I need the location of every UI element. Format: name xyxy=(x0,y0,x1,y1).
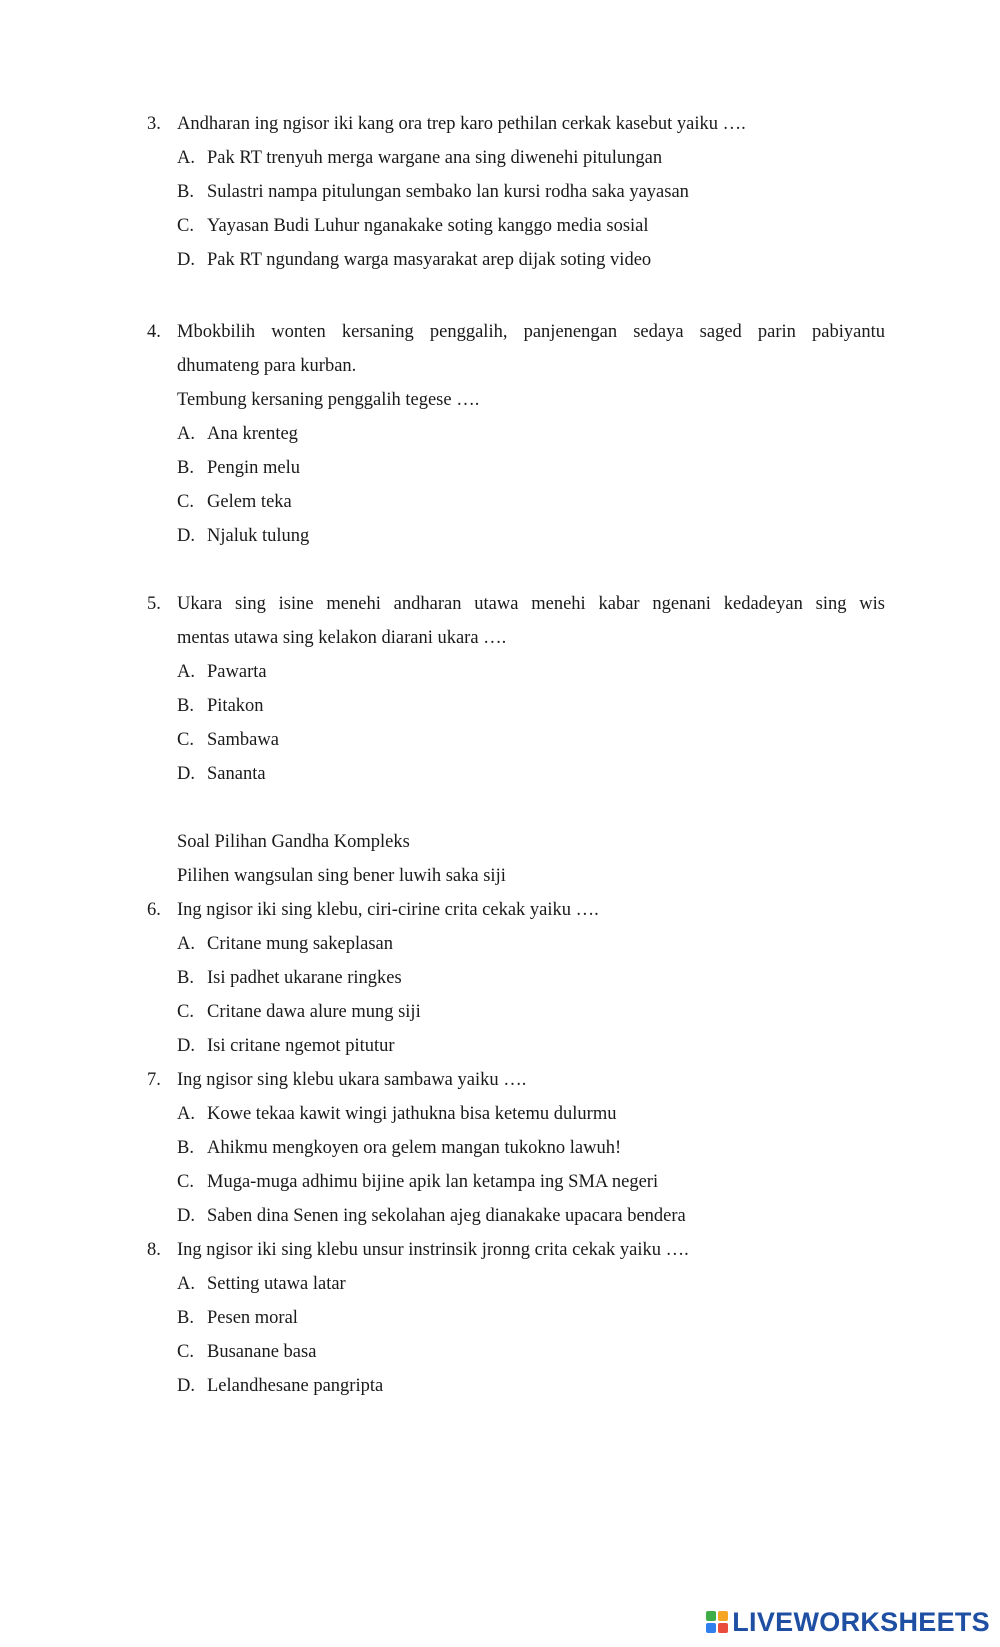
option-text: Saben dina Senen ing sekolahan ajeg dianakake upacara bendera xyxy=(207,1206,686,1226)
question-text: Ukara sing isine menehi andharan utawa menehi kabar ngenani kedadeyan sing wis xyxy=(177,594,885,614)
option-a[interactable] xyxy=(147,1097,885,1131)
option-letter: A. xyxy=(177,662,195,682)
option-letter: A. xyxy=(177,1274,195,1294)
option-text: Pawarta xyxy=(207,662,267,682)
option-a[interactable] xyxy=(147,417,885,451)
option-text: Gelem teka xyxy=(207,492,292,512)
question-text: Ing ngisor sing klebu ukara sambawa yaiku …. xyxy=(177,1070,527,1090)
option-text: Critane mung sakeplasan xyxy=(207,934,393,954)
option-d[interactable] xyxy=(147,1199,885,1233)
option-text: Kowe tekaa kawit wingi jathukna bisa ketemu dulurmu xyxy=(207,1104,617,1124)
option-text: Pak RT ngundang warga masyarakat arep dijak soting video xyxy=(207,250,652,270)
question-7 xyxy=(147,1063,885,1233)
option-a[interactable] xyxy=(147,655,885,689)
question-text: Mbokbilih wonten kersaning penggalih, panjenengan sedaya saged parin pabiyantu xyxy=(177,322,885,342)
question-prompt: Tembung kersaning penggalih tegese …. xyxy=(177,390,480,410)
question-number: 4. xyxy=(147,322,161,342)
option-text: Njaluk tulung xyxy=(207,526,310,546)
option-letter: A. xyxy=(177,1104,195,1124)
option-text: Isi critane ngemot pitutur xyxy=(207,1036,395,1056)
question-stem xyxy=(147,587,885,621)
option-c[interactable] xyxy=(147,209,885,243)
option-text: Sambawa xyxy=(207,730,279,750)
question-8 xyxy=(147,1233,885,1403)
option-letter: D. xyxy=(177,250,195,270)
option-text: Lelandhesane pangripta xyxy=(207,1376,384,1396)
option-b[interactable] xyxy=(147,1301,885,1335)
question-6 xyxy=(147,893,885,1063)
section-header xyxy=(177,825,506,893)
question-text: Andharan ing ngisor iki kang ora trep karo pethilan cerkak kasebut yaiku …. xyxy=(177,114,746,134)
option-text: Isi padhet ukarane ringkes xyxy=(207,968,402,988)
option-c[interactable] xyxy=(147,1335,885,1369)
option-letter: A. xyxy=(177,148,195,168)
logo-text: LIVEWORKSHEETS xyxy=(732,1606,990,1637)
option-letter: C. xyxy=(177,1172,194,1192)
option-c[interactable] xyxy=(147,995,885,1029)
option-b[interactable] xyxy=(147,175,885,209)
logo-tile-red xyxy=(718,1623,728,1633)
liveworksheets-logo xyxy=(706,1605,990,1639)
logo-tile-orange xyxy=(718,1611,728,1621)
liveworksheets-logo-icon xyxy=(706,1611,728,1633)
option-c[interactable] xyxy=(147,485,885,519)
option-letter: C. xyxy=(177,730,194,750)
option-letter: D. xyxy=(177,526,195,546)
option-c[interactable] xyxy=(147,723,885,757)
option-text: Setting utawa latar xyxy=(207,1274,346,1294)
question-5 xyxy=(147,587,885,791)
option-letter: B. xyxy=(177,968,194,988)
logo-tile-blue xyxy=(706,1623,716,1633)
question-number: 7. xyxy=(147,1070,161,1090)
option-letter: B. xyxy=(177,1308,194,1328)
option-letter: B. xyxy=(177,182,194,202)
option-text: Yayasan Budi Luhur nganakake soting kanggo media sosial xyxy=(207,216,649,236)
option-letter: C. xyxy=(177,1342,194,1362)
option-letter: D. xyxy=(177,764,195,784)
question-number: 3. xyxy=(147,114,161,134)
option-letter: C. xyxy=(177,492,194,512)
option-letter: C. xyxy=(177,216,194,236)
option-text: Pengin melu xyxy=(207,458,301,478)
question-stem xyxy=(147,315,885,349)
option-b[interactable] xyxy=(147,451,885,485)
option-text: Ahikmu mengkoyen ora gelem mangan tukokno lawuh! xyxy=(207,1138,622,1158)
question-stem xyxy=(147,1063,885,1097)
option-text: Sananta xyxy=(207,764,266,784)
option-d[interactable] xyxy=(147,243,885,277)
question-stem xyxy=(147,107,885,141)
option-d[interactable] xyxy=(147,1029,885,1063)
section-instruction: Pilihen wangsulan sing bener luwih saka siji xyxy=(177,866,506,886)
question-text: Ing ngisor iki sing klebu, ciri-cirine crita cekak yaiku …. xyxy=(177,900,599,920)
option-letter: B. xyxy=(177,696,194,716)
option-letter: A. xyxy=(177,424,195,444)
option-text: Muga-muga adhimu bijine apik lan ketampa ing SMA negeri xyxy=(207,1172,659,1192)
option-b[interactable] xyxy=(147,961,885,995)
question-4 xyxy=(147,315,885,553)
section-title: Soal Pilihan Gandha Kompleks xyxy=(177,832,410,852)
option-text: Sulastri nampa pitulungan sembako lan kursi rodha saka yayasan xyxy=(207,182,689,202)
question-number: 5. xyxy=(147,594,161,614)
option-letter: B. xyxy=(177,1138,194,1158)
option-d[interactable] xyxy=(147,1369,885,1403)
question-text-continued: dhumateng para kurban. xyxy=(177,356,357,376)
option-d[interactable] xyxy=(147,757,885,791)
option-text: Busanane basa xyxy=(207,1342,317,1362)
option-d[interactable] xyxy=(147,519,885,553)
option-letter: A. xyxy=(177,934,195,954)
option-letter: C. xyxy=(177,1002,194,1022)
question-stem xyxy=(147,893,885,927)
question-stem xyxy=(147,1233,885,1267)
option-letter: D. xyxy=(177,1206,195,1226)
option-b[interactable] xyxy=(147,1131,885,1165)
question-text: Ing ngisor iki sing klebu unsur instrinsik jronng crita cekak yaiku …. xyxy=(177,1240,689,1260)
option-c[interactable] xyxy=(147,1165,885,1199)
option-b[interactable] xyxy=(147,689,885,723)
logo-tile-green xyxy=(706,1611,716,1621)
option-text: Pak RT trenyuh merga wargane ana sing diwenehi pitulungan xyxy=(207,148,663,168)
option-text: Critane dawa alure mung siji xyxy=(207,1002,421,1022)
option-letter: B. xyxy=(177,458,194,478)
option-a[interactable] xyxy=(147,927,885,961)
option-letter: D. xyxy=(177,1036,195,1056)
option-a[interactable] xyxy=(147,141,885,175)
option-text: Pitakon xyxy=(207,696,264,716)
question-3 xyxy=(147,107,885,277)
question-number: 8. xyxy=(147,1240,161,1260)
question-number: 6. xyxy=(147,900,161,920)
option-letter: D. xyxy=(177,1376,195,1396)
option-text: Pesen moral xyxy=(207,1308,298,1328)
option-text: Ana krenteg xyxy=(207,424,298,444)
option-a[interactable] xyxy=(147,1267,885,1301)
question-text-continued: mentas utawa sing kelakon diarani ukara …. xyxy=(177,628,507,648)
